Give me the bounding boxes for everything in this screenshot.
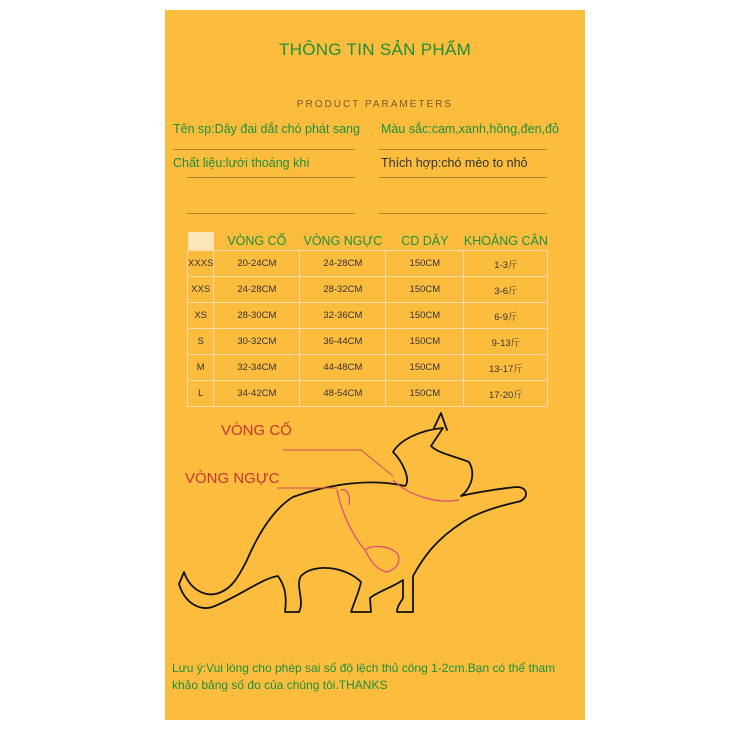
neck-cell: 28-30CM (214, 303, 300, 329)
product-suitable: Thích hợp:chó mèo to nhỏ (381, 156, 528, 170)
size-cell: XS (188, 303, 214, 329)
weight-cell: 17-20斤 (464, 381, 548, 407)
weight-cell: 3-6斤 (464, 277, 548, 303)
neck-cell: 34-42CM (214, 381, 300, 407)
weight-cell: 13-17斤 (464, 355, 548, 381)
header-chest: VÒNG NGỰC (300, 232, 386, 251)
harness-straps-icon (337, 480, 459, 572)
leash-cell: 150CM (386, 251, 464, 277)
product-colors: Màu sắc:cam,xanh,hồng,đen,đỏ (381, 122, 559, 136)
header-leash-length: CD DÂY (386, 232, 464, 251)
chest-cell: 24-28CM (300, 251, 386, 277)
chest-cell: 28-32CM (300, 277, 386, 303)
product-name: Tên sp:Dây đai dắt chó phát sang (173, 122, 360, 136)
size-cell: XXS (188, 277, 214, 303)
leash-cell: 150CM (386, 329, 464, 355)
neck-label: VÒNG CỔ (221, 422, 292, 439)
header-neck: VÒNG CỔ (214, 232, 300, 251)
product-material: Chất liệu:lưới thoáng khí (173, 156, 310, 170)
chest-cell: 48-54CM (300, 381, 386, 407)
leash-cell: 150CM (386, 303, 464, 329)
cat-harness-diagram (165, 10, 585, 650)
size-cell: M (188, 355, 214, 381)
size-cell: XXXS (188, 251, 214, 277)
weight-cell: 9-13斤 (464, 329, 548, 355)
neck-cell: 20-24CM (214, 251, 300, 277)
weight-cell: 6-9斤 (464, 303, 548, 329)
page-subtitle: PRODUCT PARAMETERS (296, 99, 454, 110)
weight-cell: 1-3斤 (464, 251, 548, 277)
size-cell: S (188, 329, 214, 355)
cat-silhouette-icon (179, 413, 526, 612)
chest-cell: 44-48CM (300, 355, 386, 381)
leash-cell: 150CM (386, 277, 464, 303)
leash-cell: 150CM (386, 381, 464, 407)
chest-label: VÒNG NGỰC (185, 470, 280, 487)
note-text: Lưu ý:Vui lòng cho phép sai số độ lệch thủ công 1-2cm.Bạn có thể tham khảo bảng số đo của chúng tôi.THANKS (172, 661, 556, 692)
neck-cell: 24-28CM (214, 277, 300, 303)
chest-cell: 36-44CM (300, 329, 386, 355)
neck-cell: 30-32CM (214, 329, 300, 355)
leash-cell: 150CM (386, 355, 464, 381)
neck-cell: 32-34CM (214, 355, 300, 381)
header-weight-range: KHOẢNG CÂN (464, 232, 548, 251)
size-cell: L (188, 381, 214, 407)
product-info-panel (165, 10, 585, 720)
chest-cell: 32-36CM (300, 303, 386, 329)
page-title: THÔNG TIN SẢN PHẨM (278, 40, 472, 59)
